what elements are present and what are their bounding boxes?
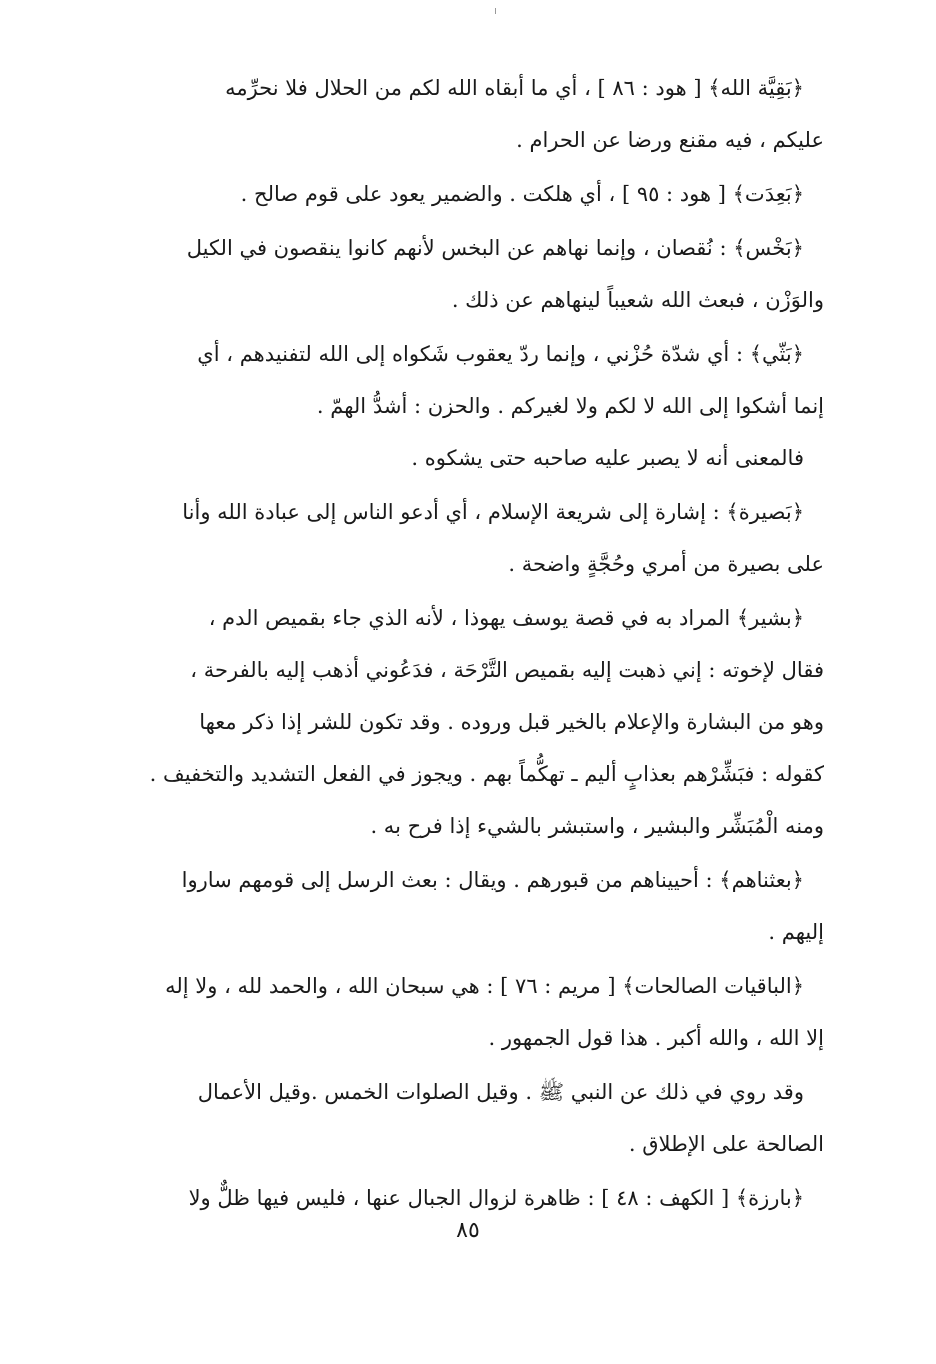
text-line: ﴿بارزة﴾ [ الكهف : ٤٨ ] : ظاهرة لزوال الجبال عنها ، فليس فيها ظلٌّ ولا [188,1186,804,1210]
text-line: ﴿بَقِيَّة الله﴾ [ هود : ٨٦ ] ، أي ما أبقاه الله لكم من الحلال فلا نحرِّمه [225,76,804,100]
entry-albaqiyat-alsalihat [118,960,824,1064]
text-line: إليهم . [768,920,824,944]
text-line: الصالحة على الإطلاق . [628,1132,824,1156]
text-line: ﴿بَثّي﴾ : أي شدّة حُزْني ، وإنما ردّ يعقوب شَكواه إلى الله لتفنيدهم ، أي [197,342,804,366]
entry-narration-note [118,1066,824,1170]
text-line: ومنه الْمُبَشِّر والبشير ، واستبشر بالشيء إذا فرح به . [370,814,824,838]
text-line: على بصيرة من أمري وحُجَّةٍ واضحة . [508,552,824,576]
text-line: ﴿الباقيات الصالحات﴾ [ مريم : ٧٦ ] : هي سبحان الله ، والحمد لله ، ولا إله [165,974,804,998]
entry-basira [118,486,824,590]
text-line: ﴿بَعِدَت﴾ [ هود : ٩٥ ] ، أي هلكت . والضمير يعود على قوم صالح . [240,182,804,206]
text-line: كقوله : فبَشِّرْهم بعذابٍ أليم ـ تهكُّماً بهم . ويجوز في الفعل التشديد والتخفيف . [149,762,824,786]
scan-tick-mark [495,8,496,14]
text-line: ﴿بَخْس﴾ : نُقصان ، وإنما نهاهم عن البخس لأنهم كانوا ينقصون في الكيل [186,236,804,260]
text-line: والوَزْن ، فبعث الله شعيباً لينهاهم عن ذلك . [451,288,824,312]
text-line: وهو من البشارة والإعلام بالخير قبل وروده . وقد تكون للشر إذا ذكر معها [199,710,824,734]
entry-baathnahum [118,854,824,958]
text-line: فقال لإخوته : إني ذهبت إليه بقميص التَّرْحَة ، فدَعُوني أذهب إليه بالفرحة ، [190,658,824,682]
entry-bashir [118,592,824,852]
text-line: عليكم ، فيه مقنع ورضا عن الحرام . [516,128,824,152]
text-line: وقد روي في ذلك عن النبي ﷺ . وقيل الصلوات الخمس .وقيل الأعمال [197,1080,804,1104]
entry-baidat [118,168,824,220]
text-line: إنما أشكوا إلى الله لا لكم ولا لغيركم . والحزن : أشدُّ الهمّ . [316,394,824,418]
entry-baththi [118,328,824,484]
text-line: ﴿بَصيرة﴾ : إشارة إلى شريعة الإسلام ، أي أدعو الناس إلى عبادة الله وأنا [182,500,804,524]
text-line: فالمعنى أنه لا يصبر عليه صاحبه حتى يشكوه . [411,446,804,470]
entry-bariza [118,1172,824,1224]
text-line: إلا الله ، والله أكبر . هذا قول الجمهور . [488,1026,824,1050]
text-line: ﴿بعثناهم﴾ : أحييناهم من قبورهم . ويقال : بعث الرسل إلى قومهم ساروا [181,868,804,892]
page-number: ٨٥ [456,1218,480,1243]
page-body [118,62,824,1224]
text-line: ﴿بشير﴾ المراد به في قصة يوسف يهوذا ، لأنه الذي جاء بقميص الدم ، [208,606,804,630]
entry-bakhs [118,222,824,326]
entry-baqiyyat-allah [118,62,824,166]
